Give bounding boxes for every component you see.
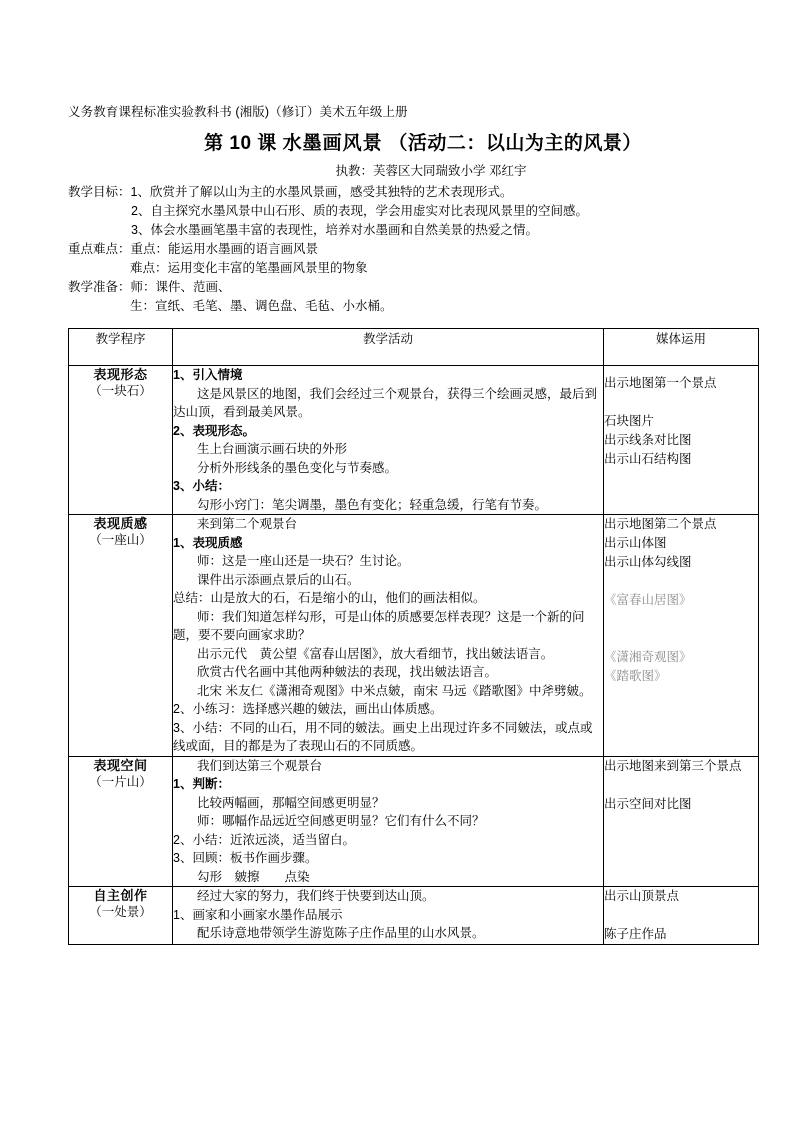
document-body (68, 104, 758, 945)
activity-line: 3、小结：不同的山石，用不同的皴法。画史上出现过许多不同皴法，或点或线或面，目的都是为了表现山石的不同质感。 (173, 720, 593, 753)
meta-text: 生：宣纸、毛笔、墨、调色盘、毛毡、小水桶。 (130, 299, 393, 313)
meta-label-prep: 教学准备： (68, 280, 131, 294)
table-header-row (69, 329, 759, 366)
stage-subtitle: （一片山） (89, 774, 152, 789)
stage-cell (69, 756, 173, 887)
media-item: 出示地图第二个景点 (604, 517, 717, 531)
activity-line: 1、判断： (173, 777, 230, 791)
lesson-plan-table (68, 328, 759, 945)
spacer (604, 610, 758, 648)
activity-line: 3、回顾：板书作画步骤。 (173, 851, 318, 865)
media-item-artwork: 《富春山居图》 (604, 593, 692, 607)
title-lesson-name: 水墨画风景 (282, 133, 383, 154)
meta-row-objectives-3 (68, 221, 758, 240)
activity-line: 3、小结： (173, 479, 230, 493)
media-item: 出示地图来到第三个景点 (604, 758, 742, 773)
meta-text: 难点：运用变化丰富的笔墨画风景里的物象 (130, 261, 368, 275)
activity-line: 这是风景区的地图，我们会经过三个观景台，获得三个绘画灵感，最后到达山顶，看到最美风景。 (173, 386, 598, 419)
activity-line: 1、引入情境 (173, 368, 243, 382)
meta-row-objectives-2 (68, 202, 758, 221)
stage-cell (69, 515, 173, 757)
activity-line: 总结：山是放大的石，石是缩小的山，他们的画法相似。 (173, 591, 486, 605)
table-row (69, 887, 759, 945)
activity-line: 2、表现形态。 (173, 423, 255, 438)
activity-line: 配乐诗意地带领学生游览陈子庄作品里的山水风景。 (197, 926, 485, 940)
lesson-meta-block (68, 183, 758, 316)
activity-line: 出示元代 黄公望《富春山居图》，放大看细节，找出皴法语言。 (197, 646, 554, 661)
activity-line: 1、画家和小画家水墨作品展示 (173, 907, 343, 922)
activity-line: 我们到达第三个观景台 (197, 758, 323, 773)
meta-row-focus-1 (68, 240, 758, 259)
spacer (604, 572, 758, 591)
meta-text: 1、欣赏并了解以山为主的水墨风景画，感受其独特的艺术表现形式。 (130, 185, 513, 199)
stage-cell (69, 887, 173, 945)
column-header-procedure: 教学程序 (69, 329, 173, 366)
media-cell (604, 756, 759, 887)
activity-line: 勾形 皴擦 点染 (197, 869, 310, 884)
table-row (69, 756, 759, 887)
stage-name: 自主创作 (93, 888, 148, 903)
stage-cell (69, 366, 173, 515)
stage-name: 表现空间 (93, 757, 148, 773)
meta-row-prep-1 (68, 278, 758, 297)
meta-label-focus: 重点难点： (68, 242, 131, 256)
activity-cell (173, 887, 604, 945)
activity-line: 师：这是一座山还是一块石？生讨论。 (197, 554, 410, 568)
media-item: 出示山体勾线图 (604, 555, 692, 569)
media-item: 出示山顶景点 (604, 889, 680, 903)
meta-row-focus-2 (68, 259, 758, 278)
meta-label-objectives: 教学目标： (68, 185, 131, 199)
activity-line: 欣赏古代名画中其他两种皴法的表现，找出皴法语言。 (197, 665, 498, 679)
title-activity-suffix: （活动二：以山为主的风景） (388, 133, 642, 154)
media-item: 出示山体图 (604, 536, 667, 550)
activity-line: 北宋 米友仁《潇湘奇观图》中米点皴，南宋 马远《踏歌图》中斧劈皴。 (197, 683, 592, 698)
media-cell (604, 515, 759, 757)
media-item: 出示空间对比图 (604, 796, 692, 811)
activity-line: 课件出示添画点景后的山石。 (197, 572, 360, 587)
activity-cell (173, 366, 604, 515)
activity-line: 2、小结：近浓远淡，适当留白。 (173, 832, 355, 847)
media-item-artwork: 《潇湘奇观图》 (604, 650, 692, 664)
activity-line: 师：我们知道怎样勾形，可是山体的质感要怎样表现？这是一个新的问题，要不要向画家求助？ (173, 609, 585, 642)
media-item: 出示山石结构图 (604, 452, 692, 466)
meta-text: 2、自主探究水墨风景中山石形、质的表现，学会用虚实对比表现风景里的空间感。 (131, 204, 588, 218)
stage-name: 表现质感 (93, 516, 148, 531)
activity-line: 经过大家的努力，我们终于快要到达山顶。 (197, 889, 435, 903)
activity-line: 分析外形线条的墨色变化与节奏感。 (197, 460, 398, 475)
media-cell (604, 366, 759, 515)
column-header-media: 媒体运用 (604, 329, 759, 366)
spacer (604, 393, 758, 412)
meta-row-objectives-1 (68, 183, 758, 202)
title-lesson-number: 第 10 课 (204, 133, 277, 154)
spacer (604, 776, 758, 795)
activity-line: 师：哪幅作品远近空间感更明显？它们有什么不同？ (197, 814, 485, 828)
table-row (69, 366, 759, 515)
media-item: 出示线条对比图 (604, 433, 692, 447)
meta-row-prep-2 (68, 297, 758, 316)
stage-subtitle: （一座山） (89, 533, 152, 547)
activity-line: 比较两幅画，那幅空间感更明显？ (197, 795, 385, 810)
activity-cell (173, 515, 604, 757)
table-row (69, 515, 759, 757)
stage-name: 表现形态 (93, 367, 148, 382)
meta-text: 重点：能运用水墨画的语言画风景 (130, 242, 319, 256)
media-item: 石块图片 (604, 414, 655, 428)
page-title (68, 131, 758, 157)
activity-line: 勾形小窍门：笔尖调墨，墨色有变化；轻重急缓，行笔有节奏。 (197, 497, 548, 512)
media-cell (604, 887, 759, 945)
activity-line: 来到第二个观景台 (197, 517, 298, 531)
stage-subtitle: （一处景） (89, 905, 152, 919)
activity-line: 2、小练习：选择感兴趣的皴法，画出山体质感。 (173, 702, 443, 716)
textbook-series-line: 义务教育课程标准实验教科书 (湘版)（修订）美术五年级上册 (68, 105, 408, 119)
stage-subtitle: （一块石） (89, 384, 152, 398)
meta-text: 师：课件、范画、 (130, 280, 231, 294)
media-item: 出示地图第一个景点 (604, 376, 717, 390)
spacer (604, 906, 758, 925)
meta-text: 3、体会水墨画笔墨丰富的表现性，培养对水墨画和自然美景的热爱之情。 (131, 223, 538, 237)
activity-line: 生上台画演示画石块的外形 (197, 442, 348, 456)
column-header-activity: 教学活动 (173, 329, 604, 366)
activity-line: 1、表现质感 (173, 535, 243, 550)
media-item: 陈子庄作品 (604, 927, 667, 941)
media-item-artwork: 《踏歌图》 (604, 669, 667, 683)
presenter-line: 执教：芙蓉区大同瑞致小学 邓红宇 (335, 164, 527, 178)
activity-cell (173, 756, 604, 887)
